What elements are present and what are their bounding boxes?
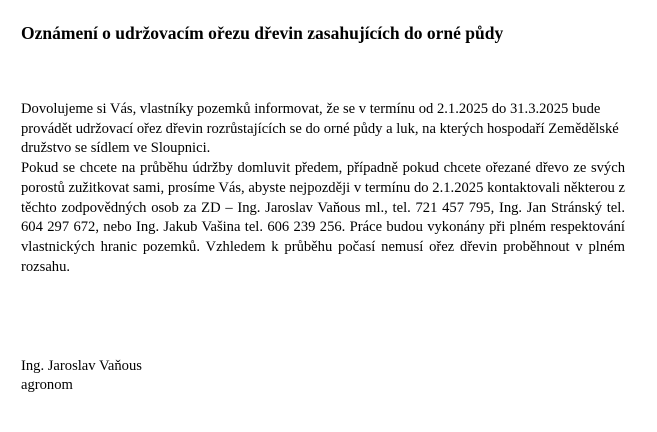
signature-name: Ing. Jaroslav Vaňous xyxy=(21,358,142,374)
signature-block xyxy=(21,357,142,395)
paragraph-notice: Dovolujeme si Vás, vlastníky pozemků informovat, že se v termínu od 2.1.2025 do 31.3.2025 bude provádět udržovací ořez dřevin rozrůstajících se do orné půdy a luk, na kterých hospodaří Zemědělské družstvo se sídlem ve Sloupnici. xyxy=(21,101,619,157)
document-title: Oznámení o udržovacím ořezu dřevin zasahujících do orné půdy xyxy=(21,23,504,43)
document-body xyxy=(21,100,625,277)
signature-role: agronom xyxy=(21,377,73,393)
paragraph-contacts: Pokud se chcete na průběhu údržby domluvit předem, případně pokud chcete ořezané dřevo ze svých porostů zužitkovat sami, prosíme Vás, abyste nejpozději v termínu do 2.1.2025 kontaktovali některou z těchto zodpovědných osob za ZD – Ing. Jaroslav Vaňous ml., tel. 721 457 795, Ing. Jan Stránský tel. 604 297 672, nebo Ing. Jakub Vašina tel. 606 239 256. Práce budou vykonány při plném respektování vlastnických hranic pozemků. Vzhledem k průběhu počasí nemusí ořez dřevin proběhnout v plném rozsahu. xyxy=(21,160,625,275)
